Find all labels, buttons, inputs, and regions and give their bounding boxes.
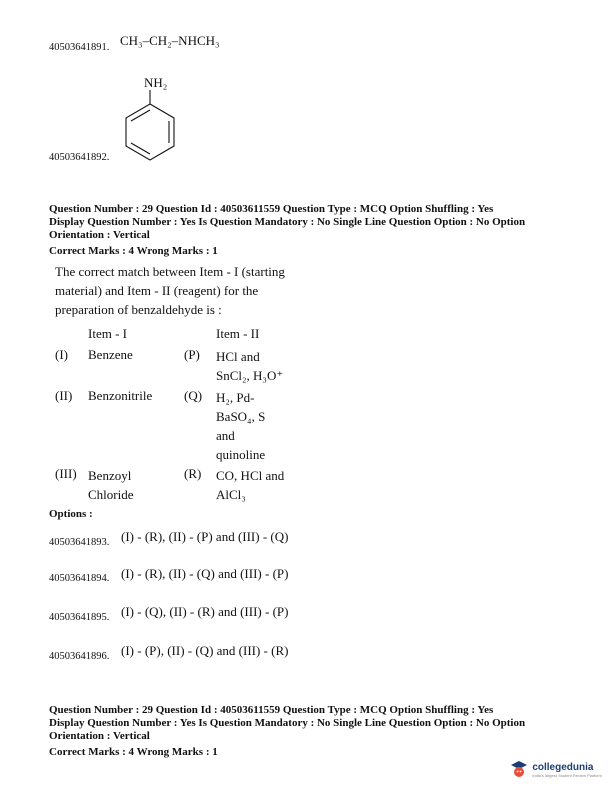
logo-tagline: India's largest Student Review Platform: [532, 773, 602, 778]
option-id: 40503641895.: [49, 612, 110, 623]
column-head-item-1: Item - I: [88, 326, 127, 341]
option-id: 40503641893.: [49, 537, 110, 548]
reagent-line: CO, HCl and: [216, 468, 285, 483]
question-line: material) and Item - II (reagent) for the: [55, 283, 259, 298]
item-2-value: [216, 388, 265, 464]
header-line: Display Question Number : Yes Is Question Mandatory : No Single Line Question Option : No Option: [49, 717, 526, 729]
reagent-line: SnCl₂, H₃O⁺: [216, 368, 284, 383]
option-id: 40503641896.: [49, 651, 110, 662]
question-text: [55, 262, 285, 319]
header-line: Orientation : Vertical: [49, 229, 150, 241]
reagent-line: H₂, Pd-: [216, 390, 255, 405]
row-letter: (Q): [184, 388, 203, 403]
option-formula: CH₃–CH₂–NHCH₃: [120, 33, 220, 48]
column-head-item-2: Item - II: [216, 326, 260, 341]
item-1-value: Benzonitrile: [88, 388, 153, 403]
header-line: Orientation : Vertical: [49, 730, 150, 742]
option-text[interactable]: (I) - (P), (II) - (Q) and (III) - (R): [121, 643, 289, 658]
reagent-line: HCl and: [216, 349, 260, 364]
graduate-mascot-icon: [510, 760, 528, 780]
question-header: [49, 704, 579, 743]
collegedunia-logo: [510, 760, 602, 780]
header-line: Display Question Number : Yes Is Question Mandatory : No Single Line Question Option : No Option: [49, 216, 526, 228]
option-text[interactable]: (I) - (R), (II) - (P) and (III) - (Q): [121, 529, 289, 544]
option-text[interactable]: (I) - (R), (II) - (Q) and (III) - (P): [121, 566, 289, 581]
marks-line: Correct Marks : 4 Wrong Marks : 1: [49, 245, 218, 257]
option-text[interactable]: (I) - (Q), (II) - (R) and (III) - (P): [121, 604, 289, 619]
benzene-ring-structure: [118, 90, 182, 162]
amine-label: NH₂: [144, 75, 168, 90]
item-line: Chloride: [88, 487, 134, 502]
marks-line: Correct Marks : 4 Wrong Marks : 1: [49, 746, 218, 758]
row-letter: (P): [184, 347, 200, 362]
options-label: Options :: [49, 508, 93, 520]
item-1-value: [88, 466, 134, 504]
row-number: (II): [55, 388, 73, 403]
question-line: preparation of benzaldehyde is :: [55, 302, 222, 317]
reagent-line: AlCl₃: [216, 487, 246, 502]
item-2-value: [216, 466, 284, 504]
option-id: 40503641894.: [49, 573, 110, 584]
question-header: [49, 203, 579, 242]
item-1-value: Benzene: [88, 347, 133, 362]
reagent-line: BaSO₄, S: [216, 409, 266, 424]
option-id: 40503641891.: [49, 42, 110, 53]
row-number: (III): [55, 466, 77, 481]
question-line: The correct match between Item - I (starting: [55, 264, 285, 279]
header-line: Question Number : 29 Question Id : 40503611559 Question Type : MCQ Option Shuffling : Yes: [49, 704, 494, 716]
logo-name: collegedunia: [532, 762, 594, 773]
item-line: Benzoyl: [88, 468, 132, 483]
option-id: 40503641892.: [49, 152, 110, 163]
header-line: Question Number : 29 Question Id : 40503611559 Question Type : MCQ Option Shuffling : Yes: [49, 203, 494, 215]
row-letter: (R): [184, 466, 202, 481]
row-number: (I): [55, 347, 68, 362]
reagent-line: quinoline: [216, 447, 266, 462]
reagent-line: and: [216, 428, 235, 443]
item-2-value: [216, 347, 283, 385]
